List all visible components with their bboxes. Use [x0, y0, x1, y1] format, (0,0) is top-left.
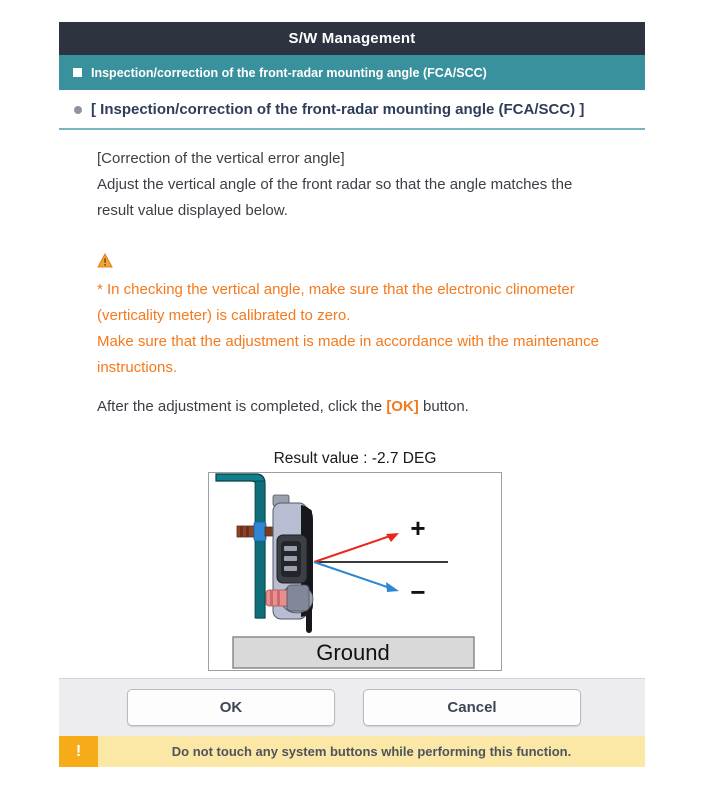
square-bullet-icon [73, 68, 82, 77]
function-bar [59, 55, 645, 90]
caution-line: Make sure that the adjustment is made in accordance with the maintenance [97, 333, 599, 350]
notice-strip [59, 736, 645, 767]
bullet-dot-icon [74, 106, 82, 114]
action-note [97, 394, 637, 420]
warning-triangle-icon [97, 253, 113, 268]
section-heading-label: [ Inspection/correction of the front-radar mounting angle (FCA/SCC) ] [91, 101, 585, 118]
caution-line: (verticality meter) is calibrated to zero. [97, 307, 351, 324]
result-value-label: Result value : -2.7 DEG [273, 450, 437, 467]
plus-direction-label: + [410, 513, 426, 543]
function-bar-label: Inspection/correction of the front-radar mounting angle (FCA/SCC) [91, 65, 487, 80]
instruction-line: Adjust the vertical angle of the front radar so that the angle matches the [97, 176, 573, 193]
radar-diagram [209, 473, 501, 670]
caution-paragraph [97, 277, 637, 381]
notice-text: Do not touch any system buttons while performing this function. [171, 744, 572, 759]
exclamation-icon: ! [59, 736, 98, 767]
ground-label: Ground [316, 640, 390, 665]
action-note-suffix: button. [418, 398, 469, 415]
instruction-paragraph [97, 146, 637, 224]
radar-diagram-box [208, 472, 502, 671]
ok-button[interactable]: OK [127, 689, 335, 726]
title-bar [59, 22, 645, 55]
button-bar [59, 678, 645, 736]
caution-line: * In checking the vertical angle, make sure that the electronic clinometer [97, 281, 575, 298]
minus-direction-label: − [410, 577, 426, 607]
section-heading [74, 101, 634, 118]
section-divider [59, 128, 645, 130]
instruction-line: [Correction of the vertical error angle] [97, 150, 345, 167]
page-title: S/W Management [288, 30, 416, 47]
cancel-button[interactable]: Cancel [363, 689, 581, 726]
caution-line: instructions. [97, 359, 178, 376]
ok-token: [OK] [386, 398, 419, 415]
action-note-prefix: After the adjustment is completed, click the [97, 398, 387, 415]
instruction-line: result value displayed below. [97, 202, 288, 219]
